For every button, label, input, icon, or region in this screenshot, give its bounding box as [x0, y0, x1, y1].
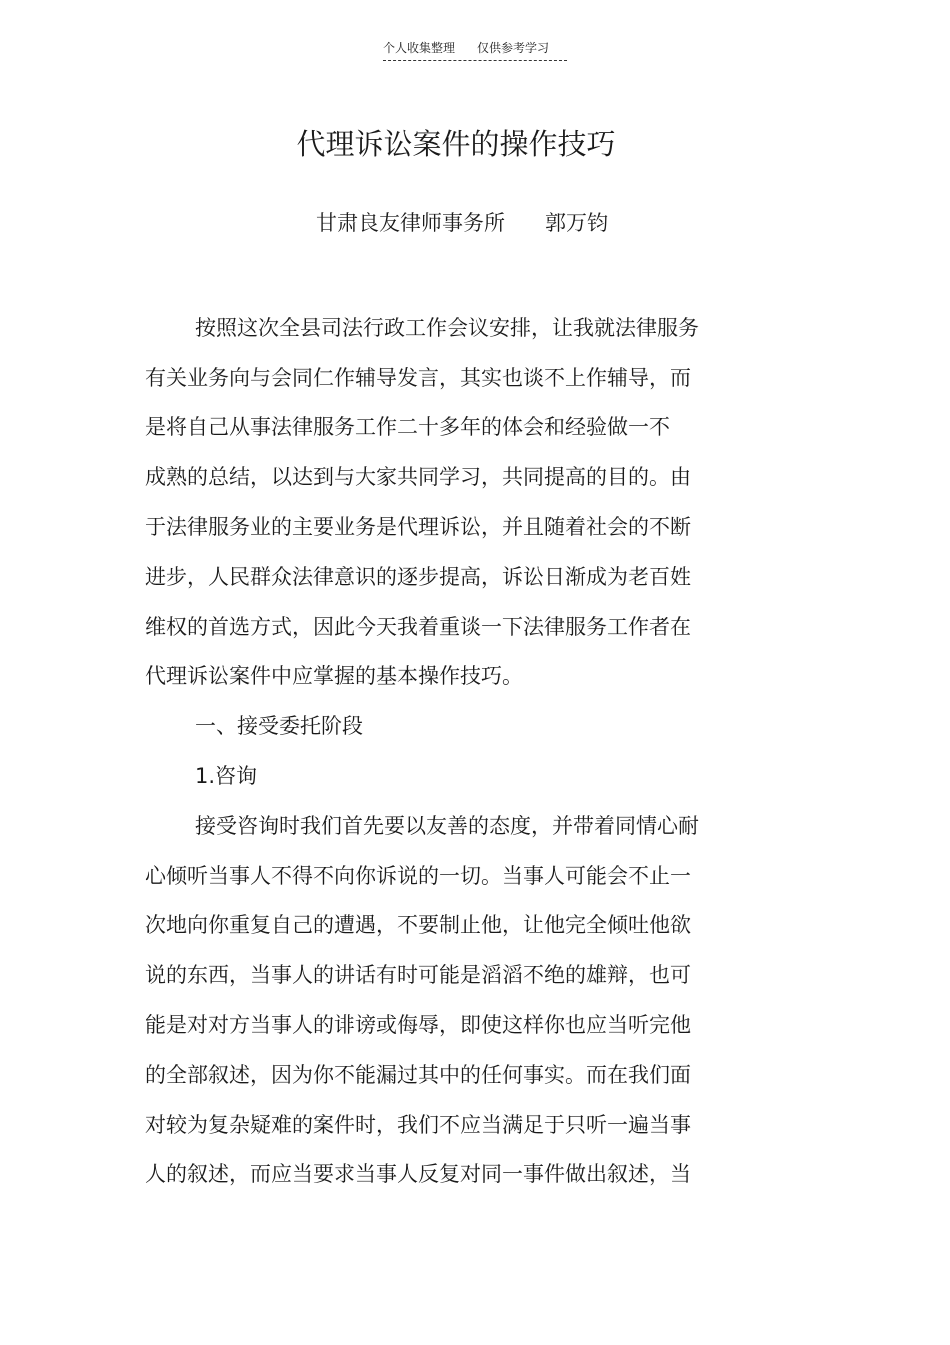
text-line: 成熟的总结，以达到与大家共同学习，共同提高的目的。由 — [145, 465, 691, 489]
text-line: 维权的首选方式，因此今天我着重谈一下法律服务工作者在 — [145, 615, 691, 639]
text-line: 是将自己从事法律服务工作二十多年的体会和经验做一不 — [145, 415, 670, 439]
author-organization: 甘肃良友律师事务所 — [316, 211, 505, 235]
section-heading: 一、接受委托阶段 — [195, 714, 363, 738]
text-line: 人的叙述，而应当要求当事人反复对同一事件做出叙述，当 — [145, 1162, 691, 1186]
document-title: 代理诉讼案件的操作技巧 — [296, 127, 616, 161]
text-line: 代理诉讼案件中应掌握的基本操作技巧。 — [145, 664, 523, 688]
text-line: 进步，人民群众法律意识的逐步提高，诉讼日渐成为老百姓 — [145, 565, 691, 589]
text-line: 有关业务向与会同仁作辅导发言，其实也谈不上作辅导，而 — [145, 366, 691, 390]
text-line: 心倾听当事人不得不向你诉说的一切。当事人可能会不止一 — [145, 864, 691, 888]
subsection-heading: 1.咨询 — [195, 764, 258, 788]
text-line: 说的东西，当事人的讲话有时可能是滔滔不绝的雄辩，也可 — [145, 963, 691, 987]
text-line: 于法律服务业的主要业务是代理诉讼，并且随着社会的不断 — [145, 515, 691, 539]
text-line: 对较为复杂疑难的案件时，我们不应当满足于只听一遍当事 — [145, 1113, 691, 1137]
text-line: 能是对对方当事人的诽谤或侮辱，即使这样你也应当听完他 — [145, 1013, 691, 1037]
page-header — [383, 40, 567, 61]
header-left-text: 个人收集整理 — [383, 41, 456, 55]
header-right-text: 仅供参考学习 — [477, 41, 550, 55]
text-line: 次地向你重复自己的遭遇，不要制止他，让他完全倾吐他欲 — [145, 913, 691, 937]
author-name: 郭万钧 — [545, 211, 608, 235]
text-line: 的全部叙述，因为你不能漏过其中的任何事实。而在我们面 — [145, 1063, 691, 1087]
author-line — [316, 207, 608, 239]
text-line: 按照这次全县司法行政工作会议安排，让我就法律服务 — [195, 316, 699, 340]
text-line: 接受咨询时我们首先要以友善的态度，并带着同情心耐 — [195, 814, 699, 838]
